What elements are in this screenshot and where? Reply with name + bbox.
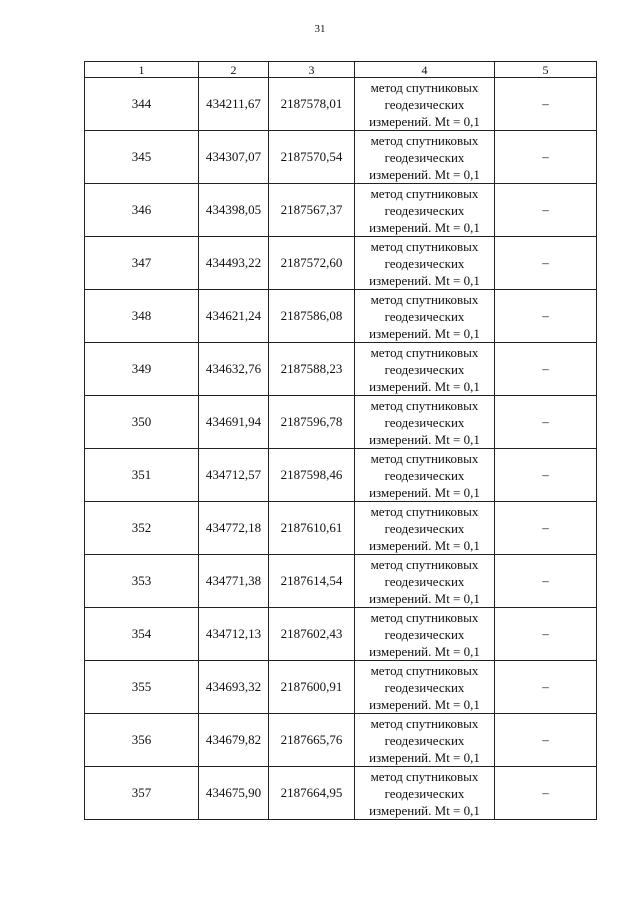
point-number-cell: 346 bbox=[85, 184, 199, 237]
y-coordinate-cell: 2187614,54 bbox=[269, 555, 355, 608]
y-coordinate-cell: 2187602,43 bbox=[269, 608, 355, 661]
y-coordinate-cell: 2187567,37 bbox=[269, 184, 355, 237]
point-number-cell: 348 bbox=[85, 290, 199, 343]
table-row bbox=[85, 131, 597, 184]
method-line: измерений. Mt = 0,1 bbox=[369, 325, 480, 341]
point-number-cell: 344 bbox=[85, 78, 199, 131]
method-line: метод спутниковых bbox=[370, 609, 479, 625]
method-line: измерений. Mt = 0,1 bbox=[369, 749, 480, 765]
method-line: измерений. Mt = 0,1 bbox=[369, 272, 480, 288]
method-cell bbox=[355, 661, 495, 714]
table-row bbox=[85, 449, 597, 502]
method-line: метод спутниковых bbox=[370, 344, 479, 360]
method-cell bbox=[355, 184, 495, 237]
method-line: метод спутниковых bbox=[370, 291, 479, 307]
method-line: геодезических bbox=[384, 732, 465, 748]
x-coordinate-cell: 434493,22 bbox=[199, 237, 269, 290]
method-line: измерений. Mt = 0,1 bbox=[369, 431, 480, 447]
y-coordinate-cell: 2187570,54 bbox=[269, 131, 355, 184]
point-number-cell: 349 bbox=[85, 343, 199, 396]
x-coordinate-cell: 434621,24 bbox=[199, 290, 269, 343]
table-row bbox=[85, 767, 597, 820]
table-row bbox=[85, 396, 597, 449]
note-cell: – bbox=[495, 555, 597, 608]
method-line: геодезических bbox=[384, 202, 465, 218]
x-coordinate-cell: 434712,57 bbox=[199, 449, 269, 502]
point-number-cell: 347 bbox=[85, 237, 199, 290]
method-cell bbox=[355, 449, 495, 502]
y-coordinate-cell: 2187664,95 bbox=[269, 767, 355, 820]
note-cell: – bbox=[495, 237, 597, 290]
y-coordinate-cell: 2187588,23 bbox=[269, 343, 355, 396]
y-coordinate-cell: 2187572,60 bbox=[269, 237, 355, 290]
method-cell bbox=[355, 502, 495, 555]
method-line: геодезических bbox=[384, 361, 465, 377]
method-cell bbox=[355, 131, 495, 184]
x-coordinate-cell: 434693,32 bbox=[199, 661, 269, 714]
x-coordinate-cell: 434632,76 bbox=[199, 343, 269, 396]
table-row bbox=[85, 555, 597, 608]
method-line: метод спутниковых bbox=[370, 450, 479, 466]
method-line: геодезических bbox=[384, 308, 465, 324]
note-cell: – bbox=[495, 78, 597, 131]
point-number-cell: 353 bbox=[85, 555, 199, 608]
x-coordinate-cell: 434771,38 bbox=[199, 555, 269, 608]
table-row bbox=[85, 184, 597, 237]
x-coordinate-cell: 434691,94 bbox=[199, 396, 269, 449]
note-cell: – bbox=[495, 396, 597, 449]
method-cell bbox=[355, 343, 495, 396]
note-cell: – bbox=[495, 343, 597, 396]
method-cell bbox=[355, 78, 495, 131]
table-body bbox=[85, 78, 597, 820]
y-coordinate-cell: 2187600,91 bbox=[269, 661, 355, 714]
method-line: метод спутниковых bbox=[370, 503, 479, 519]
header-col-2: 2 bbox=[199, 62, 269, 78]
x-coordinate-cell: 434307,07 bbox=[199, 131, 269, 184]
method-line: геодезических bbox=[384, 467, 465, 483]
page-number: 31 bbox=[314, 23, 326, 35]
method-line: геодезических bbox=[384, 255, 465, 271]
method-line: метод спутниковых bbox=[370, 662, 479, 678]
table-row bbox=[85, 502, 597, 555]
point-number-cell: 350 bbox=[85, 396, 199, 449]
point-number-cell: 352 bbox=[85, 502, 199, 555]
table-row bbox=[85, 608, 597, 661]
method-line: геодезических bbox=[384, 414, 465, 430]
method-line: метод спутниковых bbox=[370, 715, 479, 731]
method-line: измерений. Mt = 0,1 bbox=[369, 378, 480, 394]
header-col-4: 4 bbox=[355, 62, 495, 78]
y-coordinate-cell: 2187610,61 bbox=[269, 502, 355, 555]
method-line: измерений. Mt = 0,1 bbox=[369, 802, 480, 818]
x-coordinate-cell: 434712,13 bbox=[199, 608, 269, 661]
method-line: измерений. Mt = 0,1 bbox=[369, 166, 480, 182]
y-coordinate-cell: 2187586,08 bbox=[269, 290, 355, 343]
table-row bbox=[85, 714, 597, 767]
method-line: геодезических bbox=[384, 96, 465, 112]
method-line: измерений. Mt = 0,1 bbox=[369, 219, 480, 235]
table-row bbox=[85, 343, 597, 396]
method-cell bbox=[355, 555, 495, 608]
method-line: измерений. Mt = 0,1 bbox=[369, 537, 480, 553]
method-line: метод спутниковых bbox=[370, 397, 479, 413]
table-row bbox=[85, 237, 597, 290]
method-line: геодезических bbox=[384, 520, 465, 536]
method-cell bbox=[355, 396, 495, 449]
table-header-row bbox=[85, 62, 597, 78]
y-coordinate-cell: 2187598,46 bbox=[269, 449, 355, 502]
table-row bbox=[85, 78, 597, 131]
x-coordinate-cell: 434211,67 bbox=[199, 78, 269, 131]
method-line: метод спутниковых bbox=[370, 238, 479, 254]
note-cell: – bbox=[495, 767, 597, 820]
y-coordinate-cell: 2187596,78 bbox=[269, 396, 355, 449]
method-line: геодезических bbox=[384, 679, 465, 695]
header-col-5: 5 bbox=[495, 62, 597, 78]
x-coordinate-cell: 434679,82 bbox=[199, 714, 269, 767]
point-number-cell: 354 bbox=[85, 608, 199, 661]
header-col-1: 1 bbox=[85, 62, 199, 78]
method-line: метод спутниковых bbox=[370, 132, 479, 148]
note-cell: – bbox=[495, 290, 597, 343]
method-line: метод спутниковых bbox=[370, 556, 479, 572]
method-line: измерений. Mt = 0,1 bbox=[369, 113, 480, 129]
method-line: метод спутниковых bbox=[370, 768, 479, 784]
x-coordinate-cell: 434398,05 bbox=[199, 184, 269, 237]
method-cell bbox=[355, 290, 495, 343]
note-cell: – bbox=[495, 661, 597, 714]
method-line: измерений. Mt = 0,1 bbox=[369, 590, 480, 606]
method-line: измерений. Mt = 0,1 bbox=[369, 643, 480, 659]
note-cell: – bbox=[495, 131, 597, 184]
y-coordinate-cell: 2187578,01 bbox=[269, 78, 355, 131]
method-line: измерений. Mt = 0,1 bbox=[369, 484, 480, 500]
note-cell: – bbox=[495, 714, 597, 767]
point-number-cell: 356 bbox=[85, 714, 199, 767]
y-coordinate-cell: 2187665,76 bbox=[269, 714, 355, 767]
method-line: геодезических bbox=[384, 149, 465, 165]
note-cell: – bbox=[495, 184, 597, 237]
method-cell bbox=[355, 608, 495, 661]
method-line: метод спутниковых bbox=[370, 79, 479, 95]
x-coordinate-cell: 434772,18 bbox=[199, 502, 269, 555]
method-line: геодезических bbox=[384, 785, 465, 801]
coordinates-table bbox=[84, 61, 597, 820]
point-number-cell: 351 bbox=[85, 449, 199, 502]
method-line: измерений. Mt = 0,1 bbox=[369, 696, 480, 712]
table-row bbox=[85, 661, 597, 714]
point-number-cell: 355 bbox=[85, 661, 199, 714]
note-cell: – bbox=[495, 502, 597, 555]
table-row bbox=[85, 290, 597, 343]
method-line: геодезических bbox=[384, 626, 465, 642]
note-cell: – bbox=[495, 449, 597, 502]
method-line: метод спутниковых bbox=[370, 185, 479, 201]
method-cell bbox=[355, 237, 495, 290]
x-coordinate-cell: 434675,90 bbox=[199, 767, 269, 820]
note-cell: – bbox=[495, 608, 597, 661]
point-number-cell: 345 bbox=[85, 131, 199, 184]
point-number-cell: 357 bbox=[85, 767, 199, 820]
method-cell bbox=[355, 714, 495, 767]
method-cell bbox=[355, 767, 495, 820]
method-line: геодезических bbox=[384, 573, 465, 589]
header-col-3: 3 bbox=[269, 62, 355, 78]
